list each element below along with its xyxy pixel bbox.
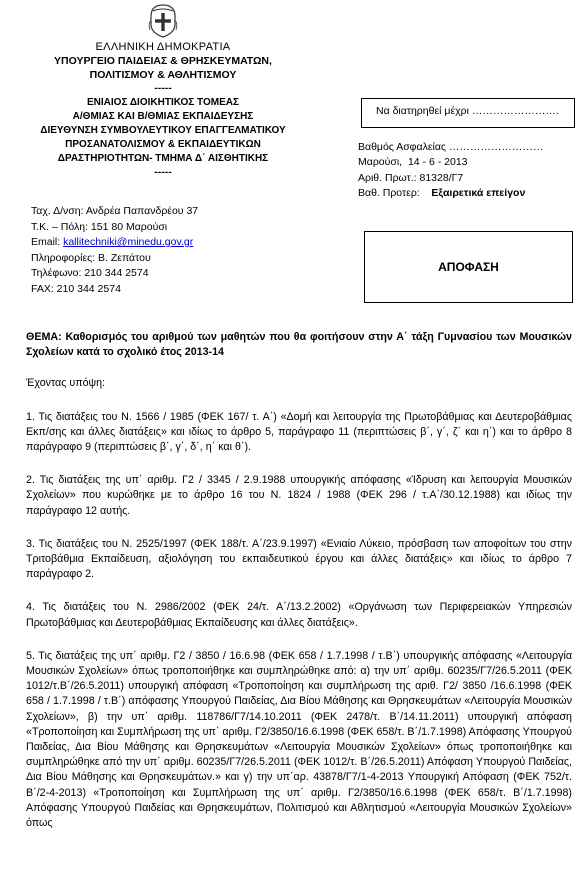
- place-date: [358, 155, 543, 170]
- department-line: ΔΡΑΣΤΗΡΙΟΤΗΤΩΝ- ΤΜΗΜΑ Δ΄ ΑΙΣΘΗΤΙΚΗΣ: [57, 153, 269, 164]
- department-line: ΠΡΟΣΑΝΑΤΟΛΙΣΜΟΥ & ΕΚΠΑΙΔΕΥΤΙΚΩΝ: [65, 139, 261, 150]
- separator-dashes: -----: [154, 82, 172, 94]
- decision-label: ΑΠΟΦΑΣΗ: [438, 260, 499, 274]
- decision-box: [364, 231, 573, 303]
- document-metadata: [358, 140, 543, 201]
- paragraph-4: 4. Τις διατάξεις του Ν. 2986/2002 (ΦΕΚ 24/τ. Α΄/13.2.2002) «Οργάνωση των Περιφερειακών Υπηρεσιών Πρωτοβάθμιας και Δευτεροβάθμιας Εκπαίδευσης και άλλες διατάξεις».: [26, 601, 572, 629]
- department-line: ΔΙΕΥΘΥΝΣΗ ΣΥΜΒΟΥΛΕΥΤΙΚΟΥ ΕΠΑΓΓΕΛΜΑΤΙΚΟΥ: [40, 125, 286, 136]
- department-line: ΕΝΙΑΙΟΣ ΔΙΟΙΚΗΤΙΚΟΣ ΤΟΜΕΑΣ: [87, 97, 239, 108]
- priority-level: [358, 186, 543, 201]
- document-date: 14 - 6 - 2013: [407, 156, 468, 169]
- address-line: Ταχ. Δ/νση: Ανδρέα Παπανδρέου 37: [31, 205, 199, 217]
- email-line: [31, 235, 198, 251]
- retention-box: Να διατηρηθεί μέχρι …………………….: [361, 98, 575, 128]
- protocol-label: Αριθ. Πρωτ.:: [358, 171, 417, 184]
- letterhead: [28, 4, 298, 178]
- document-body: [26, 330, 572, 831]
- contact-details: [31, 204, 198, 298]
- department-line: Α/ΘΜΙΑΣ ΚΑΙ Β/ΘΜΙΑΣ ΕΚΠΑΙΔΕΥΣΗΣ: [72, 111, 254, 122]
- priority-label: Βαθ. Προτερ:: [358, 186, 420, 199]
- priority-value: Εξαιρετικά επείγον: [431, 186, 526, 199]
- security-level: Βαθμός Ασφαλείας ………………………: [358, 141, 544, 153]
- protocol-value: 81328/Γ7: [419, 171, 464, 184]
- email-label: Email:: [31, 236, 64, 249]
- paragraph-2: 2. Τις διατάξεις της υπ΄ αριθμ. Γ2 / 3345 / 2.9.1988 υπουργικής απόφασης «Ίδρυση και λειτουργία Μουσικών Σχολείων» που κυρώθηκε με το άρθρο 16 του Ν. 1824 / 1988 (ΦΕΚ 296 / τ.Α΄/30.12.1988) και ιδίως την παράγραφο 12 αυτής.: [26, 474, 572, 517]
- info-line: Πληροφορίες: Β. Ζεπάτου: [31, 251, 151, 264]
- protocol-number: [358, 171, 543, 186]
- separator-dashes: -----: [154, 166, 172, 178]
- subject-line: ΘΕΜΑ: Καθορισμός του αριθμού των μαθητών που θα φοιτήσουν στην Α΄ τάξη Γυμνασίου των Μουσικών Σχολείων κατά το σχολικό έτος 2013-14: [26, 331, 572, 359]
- department-block: [28, 96, 298, 166]
- place-label: Μαρούσι,: [358, 156, 403, 169]
- email-link[interactable]: kallitechniki@minedu.gov.gr: [63, 236, 194, 249]
- paragraph-5: 5. Τις διατάξεις της υπ΄ αριθμ. Γ2 / 3850 / 16.6.98 (ΦΕΚ 658 / 1.7.1998 / τ.Β΄) υπουργικής απόφασης «Λειτουργία Μουσικών Σχολείων» όπως τροποποιήθηκε και συμπληρώθηκε από: α) την υπ΄ αριθμ. 60235/Γ7/26.5.2011 (ΦΕΚ 1012/τ.Β΄/26.5.2011) υπουργική απόφαση «Τροποποίηση και συμπλήρωση της αριθ. Γ2/ 3850 /16.6.1998 (ΦΕΚ 658 / 1.7.1998 / τ.Β΄) απόφασης Υπουργού Παιδείας, Δια Βίου Μάθησης και Θρησκευμάτων «Λειτουργία Μουσικών Σχολείων», β) την υπ΄ αριθμ. 118786/Γ7/14.10.2011 (ΦΕΚ 2478/τ. Β΄/14.11.2011) υπουργική απόφαση «Τροποποίηση και Συμπλήρωση της υπ΄ αριθμ. Γ2/3850/16.6.1998 (ΦΕΚ 658/τ. Β΄/1.7.1998) Απόφασης Υπουργού Παιδείας, Δια Βίου Μάθησης και Θρησκευμάτων «Λειτουργία Μουσικών Σχολείων» όπως τροποποιήθηκε και συμπληρώθηκε από την υπ΄ αριθμ. 60235/Γ7/26.5.2011 (ΦΕΚ 1012/τ. Β΄/26.5.2011) Απόφαση Υπουργού Παιδείας, Δια Βίου Μάθησης και Θρησκευμάτων.» και γ) την υπ΄αρ. 43878/Γ7/1-4-2013 Υπουργική Απόφαση (ΦΕΚ 752/τ. Β΄/2-4-2013) «Τροποποίηση και Συμπλήρωση της υπ΄ αριθμ. Γ2/3850/16.6.1998 (ΦΕΚ 658/τ. Β΄/1.7.1998) Απόφασης Υπουργού Παιδείας και Θρησκευμάτων, Πολιτισμού και Αθλητισμού «Λειτουργία Μουσικών Σχολείων» όπως: [26, 649, 572, 830]
- paragraph-1: 1. Τις διατάξεις του Ν. 1566 / 1985 (ΦΕΚ 167/ τ. Α΄) «Δομή και λειτουργία της Πρωτοβάθμιας και Δευτεροβάθμιας Εκπ/σης και άλλες διατάξεις» και ιδίως το άρθρο 5, παράγραφο 11 (περιπτώσεις β΄, γ΄, ζ΄ και η΄) και το άρθρο 8 παράγραφο 9 (περιπτώσεις β΄, γ΄, δ΄, η΄ και θ΄).: [26, 410, 572, 454]
- coat-of-arms-icon: [148, 4, 178, 38]
- fax-line: FAX: 210 344 2574: [31, 282, 121, 295]
- phone-line: Τηλέφωνο: 210 344 2574: [31, 267, 149, 280]
- ministry-line-2: ΠΟΛΙΤΙΣΜΟΥ & ΑΘΛΗΤΙΣΜΟΥ: [89, 69, 237, 81]
- postal-line: Τ.Κ. – Πόλη: 151 80 Μαρούσι: [31, 220, 168, 233]
- considering-heading: Έχοντας υπόψη:: [26, 377, 106, 390]
- ministry-line-1: ΥΠΟΥΡΓΕΙΟ ΠΑΙΔΕΙΑΣ & ΘΡΗΣΚΕΥΜΑΤΩΝ,: [54, 55, 272, 67]
- state-name: ΕΛΛΗΝΙΚΗ ΔΗΜΟΚΡΑΤΙΑ: [95, 41, 231, 53]
- paragraph-3: 3. Τις διατάξεις του Ν. 2525/1997 (ΦΕΚ 188/τ. Α΄/23.9.1997) «Ενιαίο Λύκειο, πρόσβαση των αποφοίτων του στην Τριτοβάθμια Εκπαίδευση, αξιολόγηση του εκπαιδευτικού έργου και άλλες διατάξεις» και ιδίως το άρθρο 7 παράγραφο 2.: [26, 537, 572, 581]
